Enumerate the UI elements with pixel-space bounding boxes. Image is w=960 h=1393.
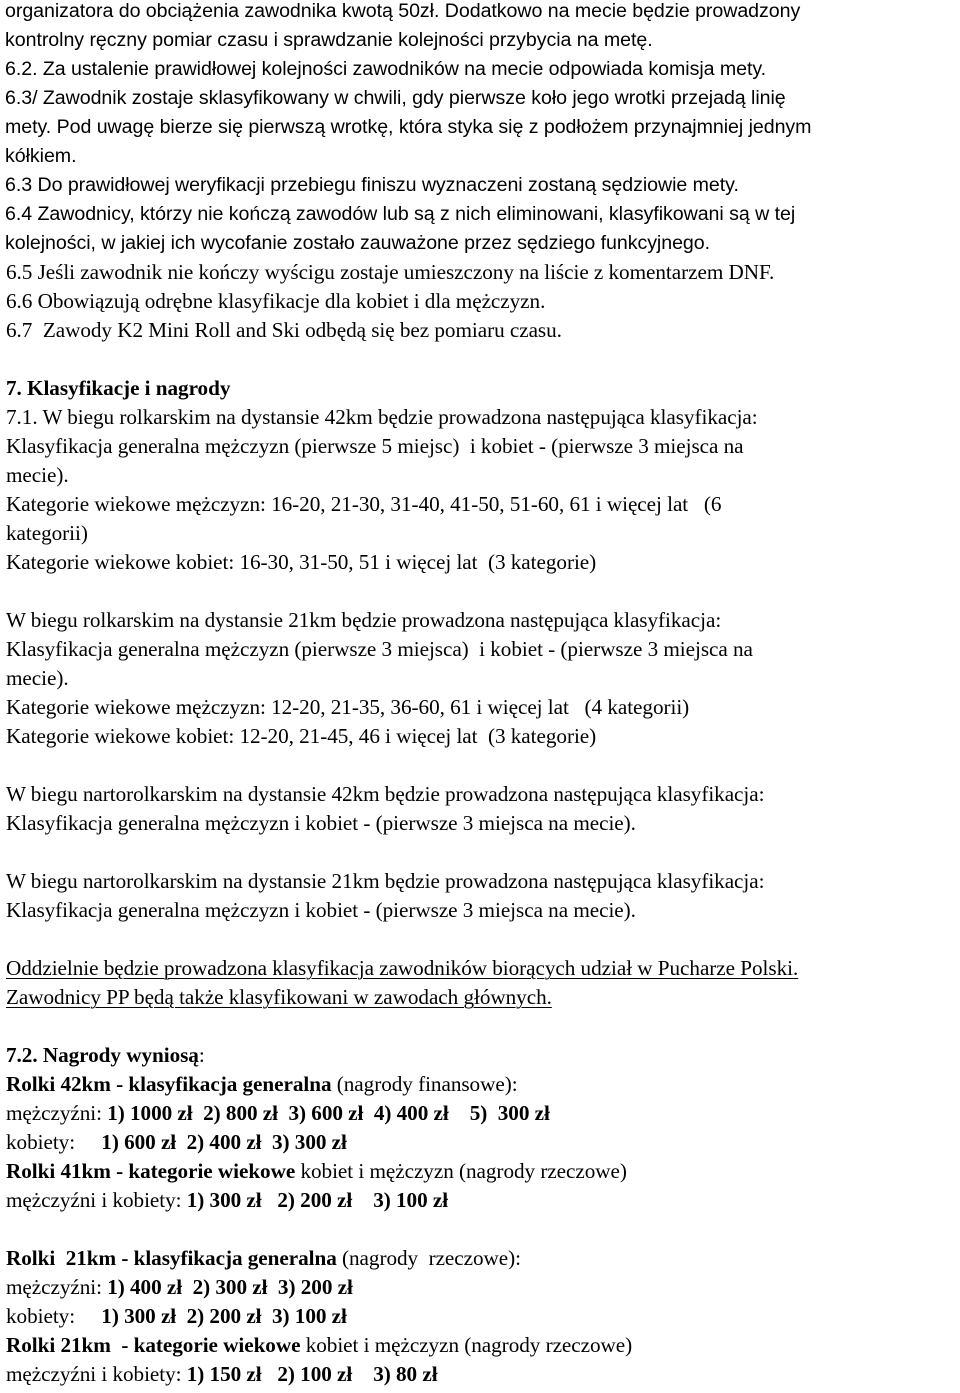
prize-category-bold: Rolki 41km - kategorie wiekowe xyxy=(6,1159,296,1183)
text-line: Klasyfikacja generalna mężczyzn (pierwsze 5 miejsc) i kobiet - (pierwsze 3 miejsca na xyxy=(6,434,744,458)
prize-group-label: mężczyźni: xyxy=(6,1275,108,1299)
text-line: 6.5 Jeśli zawodnik nie kończy wyścigu zostaje umieszczony na liście z komentarzem DNF. xyxy=(6,260,775,284)
prize-category-rest: (nagrody rzeczowe): xyxy=(336,1246,521,1270)
underlined-text-line: Oddzielnie będzie prowadzona klasyfikacja zawodników biorących udział w Pucharze Polski. xyxy=(6,956,799,980)
text-line: 7.1. W biegu rolkarskim na dystansie 42km będzie prowadzona następująca klasyfikacja: xyxy=(6,405,758,429)
section-heading: 7. Klasyfikacje i nagrody xyxy=(6,376,231,400)
prize-category-rest: (nagrody finansowe): xyxy=(331,1072,518,1096)
text-line: W biegu nartorolkarskim na dystansie 21km będzie prowadzona następująca klasyfikacja: xyxy=(6,869,765,893)
underlined-text-line: Zawodnicy PP będą także klasyfikowani w zawodach głównych. xyxy=(6,985,552,1009)
text-line: W biegu rolkarskim na dystansie 21km będzie prowadzona następująca klasyfikacja: xyxy=(6,608,722,632)
prize-values: 1) 1000 zł 2) 800 zł 3) 600 zł 4) 400 zł 5) 300 zł xyxy=(107,1101,550,1125)
text-line: 6.6 Obowiązują odrębne klasyfikacje dla kobiet i dla mężczyzn. xyxy=(6,289,546,313)
text-line: mety. Pod uwagę bierze się pierwszą wrotkę, która styka się z podłożem przynajmniej jednym xyxy=(5,116,812,138)
prizes-heading xyxy=(6,1041,205,1070)
text-line: Kategorie wiekowe kobiet: 16-30, 31-50, 51 i więcej lat (3 kategorie) xyxy=(6,550,597,574)
text-line: Kategorie wiekowe mężczyzn: 16-20, 21-30, 31-40, 41-50, 51-60, 61 i więcej lat (6 xyxy=(6,492,722,516)
text-line: W biegu nartorolkarskim na dystansie 42km będzie prowadzona następująca klasyfikacja: xyxy=(6,782,765,806)
prize-category-line xyxy=(6,1331,632,1360)
prize-category-line xyxy=(6,1157,627,1186)
text-line: 6.3 Do prawidłowej weryfikacji przebiegu finiszu wyznaczeni zostaną sędziowie mety. xyxy=(5,174,739,196)
prize-values-line xyxy=(6,1360,438,1389)
text-line: organizatora do obciążenia zawodnika kwotą 50zł. Dodatkowo na mecie będzie prowadzony xyxy=(5,0,801,22)
prize-category-line xyxy=(6,1244,521,1273)
text-line: kolejności, w jakiej ich wycofanie zostało zauważone przez sędziego funkcyjnego. xyxy=(5,232,711,254)
text-line: Klasyfikacja generalna mężczyzn (pierwsze 3 miejsca) i kobiet - (pierwsze 3 miejsca na xyxy=(6,637,753,661)
text-line: kółkiem. xyxy=(5,145,77,167)
text-line: kontrolny ręczny pomiar czasu i sprawdzanie kolejności przybycia na metę. xyxy=(5,29,653,51)
prizes-heading-colon: : xyxy=(198,1043,205,1067)
text-line: mecie). xyxy=(6,666,69,690)
text-line: kategorii) xyxy=(6,521,88,545)
prize-group-label: kobiety: xyxy=(6,1130,102,1154)
text-line: 6.4 Zawodnicy, którzy nie kończą zawodów lub są z nich eliminowani, klasyfikowani są w tej xyxy=(5,203,796,225)
prize-group-label: mężczyźni i kobiety: xyxy=(6,1362,187,1386)
prize-values-line xyxy=(6,1186,448,1215)
prize-category-rest: kobiet i mężczyzn (nagrody rzeczowe) xyxy=(300,1333,633,1357)
text-line: Kategorie wiekowe kobiet: 12-20, 21-45, 46 i więcej lat (3 kategorie) xyxy=(6,724,597,748)
text-line: Kategorie wiekowe mężczyzn: 12-20, 21-35, 36-60, 61 i więcej lat (4 kategorii) xyxy=(6,695,690,719)
prize-values-line xyxy=(6,1302,347,1331)
prize-values: 1) 600 zł 2) 400 zł 3) 300 zł xyxy=(101,1130,347,1154)
prize-category-rest: kobiet i mężczyzn (nagrody rzeczowe) xyxy=(295,1159,627,1183)
text-line: 6.2. Za ustalenie prawidłowej kolejności zawodników na mecie odpowiada komisja mety. xyxy=(5,58,767,80)
text-line: 6.3/ Zawodnik zostaje sklasyfikowany w chwili, gdy pierwsze koło jego wrotki przejadą linię xyxy=(5,87,786,109)
prize-values: 1) 400 zł 2) 300 zł 3) 200 zł xyxy=(107,1275,353,1299)
prize-group-label: mężczyźni: xyxy=(6,1101,108,1125)
text-line: 6.7 Zawody K2 Mini Roll and Ski odbędą się bez pomiaru czasu. xyxy=(6,318,562,342)
prize-values-line xyxy=(6,1128,347,1157)
text-line: Klasyfikacja generalna mężczyzn i kobiet - (pierwsze 3 miejsca na mecie). xyxy=(6,898,636,922)
prize-group-label: mężczyźni i kobiety: xyxy=(6,1188,187,1212)
prize-values: 1) 150 zł 2) 100 zł 3) 80 zł xyxy=(186,1362,438,1386)
prize-values-line xyxy=(6,1099,550,1128)
text-line: Klasyfikacja generalna mężczyzn i kobiet - (pierwsze 3 miejsca na mecie). xyxy=(6,811,636,835)
prize-category-bold: Rolki 21km - klasyfikacja generalna xyxy=(6,1246,337,1270)
prize-category-bold: Rolki 21km - kategorie wiekowe xyxy=(6,1333,301,1357)
prizes-heading-bold: 7.2. Nagrody wyniosą xyxy=(6,1043,199,1067)
prize-values-line xyxy=(6,1273,353,1302)
prize-category-bold: Rolki 42km - klasyfikacja generalna xyxy=(6,1072,332,1096)
prize-group-label: kobiety: xyxy=(6,1304,102,1328)
prize-values: 1) 300 zł 2) 200 zł 3) 100 zł xyxy=(186,1188,449,1212)
prize-category-line xyxy=(6,1070,518,1099)
prize-values: 1) 300 zł 2) 200 zł 3) 100 zł xyxy=(101,1304,347,1328)
text-line: mecie). xyxy=(6,463,69,487)
